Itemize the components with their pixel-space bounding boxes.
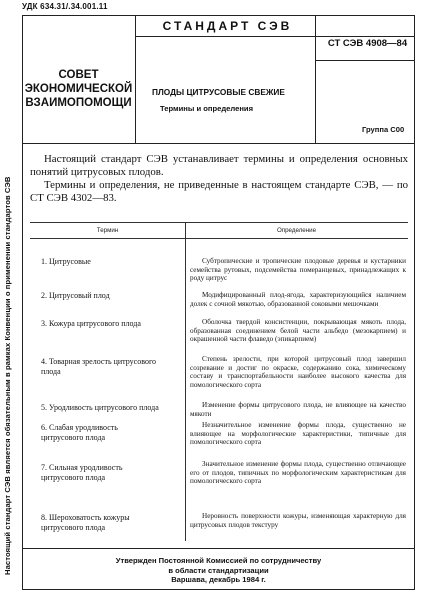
intro-text	[30, 153, 408, 205]
document-subtitle: Термины и определения	[160, 104, 254, 113]
definition-7	[190, 460, 406, 486]
definition-3	[190, 318, 406, 344]
definition-7-text: Значительное изменение формы плода, существенно отличающее его от плодов, типичных по морфологическим характеристикам для помологического сорта	[190, 460, 406, 486]
definition-6-text: Незначительное изменение формы плода, существенно не влияющее на морфологические характеристики, типичные для помологического сорта	[190, 421, 406, 447]
term-3: 3. Кожура цитрусового плода	[41, 319, 141, 328]
definition-8-text: Неровность поверхности кожуры, изменяющая характерную для цитрусовых плодов текстуру	[190, 512, 406, 529]
group-code: Группа С00	[362, 125, 405, 134]
table-rule-top	[30, 222, 408, 223]
table-column-divider	[185, 222, 186, 541]
term-8: 8. Шероховатость кожуры цитрусового плода	[41, 513, 130, 532]
term-1: 1. Цитрусовые	[41, 257, 91, 266]
approval-note	[22, 556, 415, 585]
definition-6	[190, 421, 406, 447]
definition-1	[190, 257, 406, 283]
definition-5-text: Изменение формы цитрусового плода, не влияющее на качество мякоти	[190, 401, 406, 418]
council-name	[22, 68, 135, 110]
council-line-3: ВЗАИМОПОМОЩИ	[25, 97, 132, 109]
approval-line-2: в области стандартизации	[168, 565, 269, 575]
definition-3-text: Оболочка твердой консистенции, покрывающая мякоть плода, образованная соединением белой части альбедо (мезокарпием) и окрашенной части флаведо (эпикарпием)	[190, 318, 406, 344]
column-header-definition: Определение	[276, 227, 317, 234]
council-line-2: ЭКОНОМИЧЕСКОЙ	[24, 83, 133, 95]
header-rule-bottom	[22, 143, 415, 144]
council-line-1: СОВЕТ	[58, 69, 99, 81]
term-6: 6. Слабая уродливость цитрусового плода	[41, 423, 118, 442]
standard-label: СТАНДАРТ СЭВ	[162, 19, 293, 33]
header-divider-left	[135, 15, 136, 143]
definition-5	[190, 401, 406, 418]
term-7: 7. Сильная уродливость цитрусового плода	[41, 463, 123, 482]
header-divider-right	[315, 15, 316, 143]
intro-paragraph-2: Термины и определения, не приведенные в настоящем стандарте СЭВ, — по СТ СЭВ 4302—83.	[30, 179, 408, 204]
term-5: 5. Уродливость цитрусового плода	[41, 403, 159, 412]
term-4: 4. Товарная зрелость цитрусового плода	[41, 357, 157, 376]
intro-paragraph-1: Настоящий стандарт СЭВ устанавливает термины и определения основных понятий цитрусовых плодов.	[30, 153, 408, 178]
document-number: СТ СЭВ 4908—84	[327, 38, 408, 49]
header-rule-number	[315, 60, 415, 61]
document-title: ПЛОДЫ ЦИТРУСОВЫЕ СВЕЖИЕ	[152, 87, 285, 97]
definition-8	[190, 512, 406, 529]
definition-2-text: Модифицированный плод-ягода, характеризующийся наличием долек с сочной мякотью, образованной соковыми мешочками	[190, 291, 406, 308]
side-note: Настоящий стандарт СЭВ является обязательным в рамках Конвенции о применении стандартов СЭВ	[3, 176, 12, 575]
approval-line-3: Варшава, декабрь 1984 г.	[171, 575, 266, 584]
definition-4	[190, 355, 406, 390]
udk-code: УДК 634.31/.34.001.11	[22, 2, 108, 11]
column-header-term: Термин	[96, 227, 119, 234]
term-2: 2. Цитрусовый плод	[41, 291, 110, 300]
header-rule-top	[135, 36, 415, 37]
definition-2	[190, 291, 406, 308]
approval-line-1: Утвержден Постоянной Комиссией по сотрудничеству	[115, 556, 322, 565]
table-rule-header	[30, 238, 408, 239]
definition-1-text: Субтропические и тропические плодовые деревья и кустарники семейства рутовых, подсемейства померанцевых, принадлежащих к роду цитрус	[190, 257, 406, 283]
definition-4-text: Степень зрелости, при которой цитрусовый плод завершил созревание и достиг по окраске, содержанию сока, химическому составу и транспортабельности наиболее высокого качества для помологического сорта	[190, 355, 406, 390]
footer-rule	[22, 548, 415, 549]
